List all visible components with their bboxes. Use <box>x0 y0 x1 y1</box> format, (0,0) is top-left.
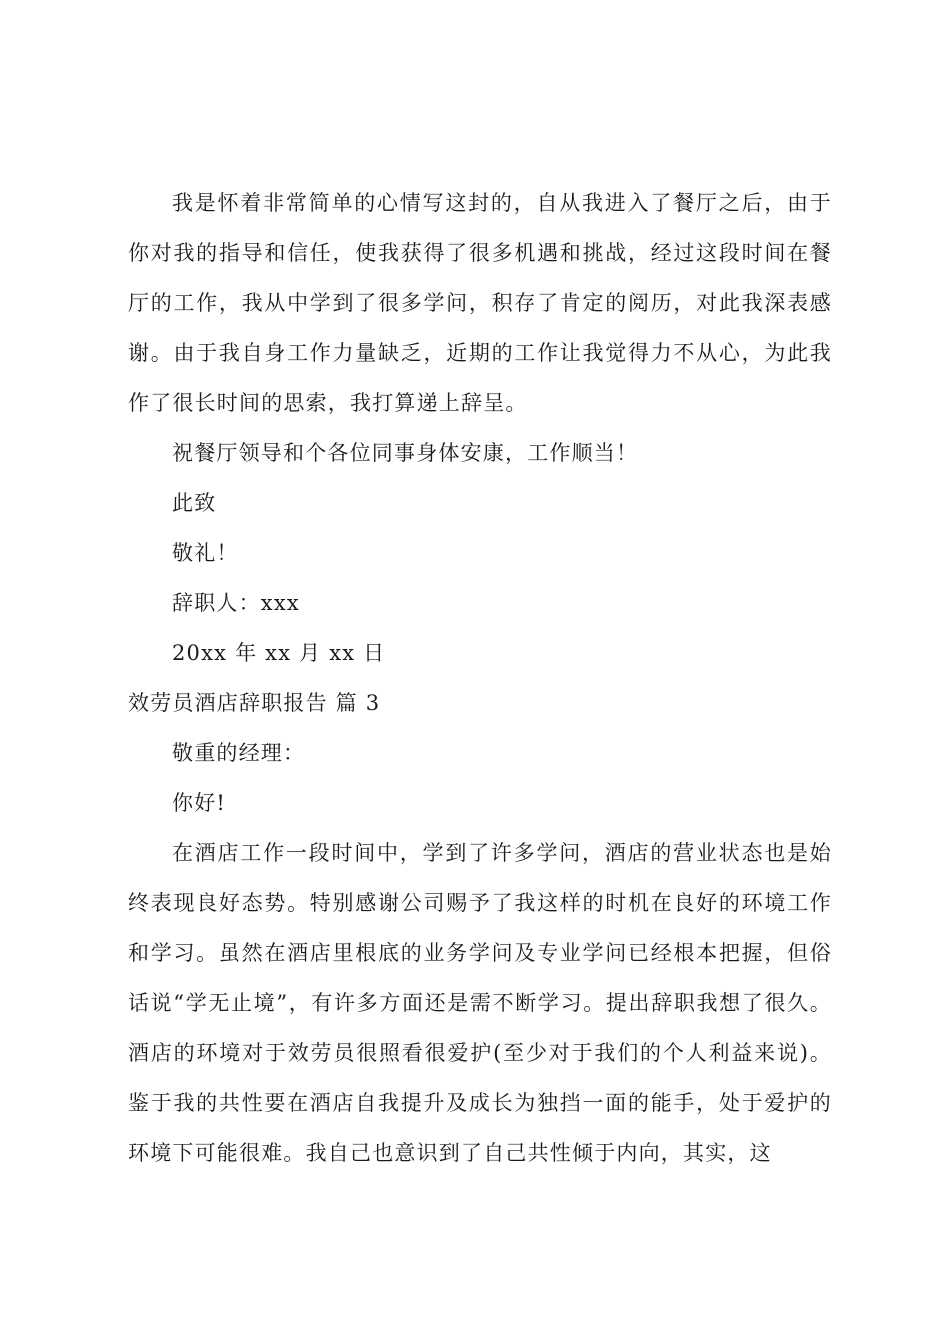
closing-line-2: 敬礼！ <box>172 541 239 565</box>
document-body <box>128 178 832 1178</box>
salutation-line: 敬重的经理： <box>172 741 306 765</box>
greeting-line: 你好! <box>172 791 227 815</box>
body-paragraph-2: 在酒店工作一段时间中，学到了许多学问，酒店的营业状态也是始终表现良好态势。特别感谢公司赐予了我这样的时机在良好的环境工作和学习。虽然在酒店里根底的业务学问及专业学问已经根本把握，但俗话说“学无止境”，有许多方面还是需不断学习。提出辞职我想了很久。酒店的环境对于效劳员很照看很爱护(至少对于我们的个人利益来说)。鉴于我的共性要在酒店自我提升及成长为独挡一面的能手，处于爱护的环境下可能很难。我自己也意识到了自己共性倾于内向，其实，这 <box>128 841 832 1165</box>
body-paragraph-1: 我是怀着非常简单的心情写这封的，自从我进入了餐厅之后，由于你对我的指导和信任，使我获得了很多机遇和挑战，经过这段时间在餐厅的工作，我从中学到了很多学问，积存了肯定的阅历，对此我深表感谢。由于我自身工作力量缺乏，近期的工作让我觉得力不从心，为此我作了很长时间的思索，我打算递上辞呈。 <box>128 191 832 415</box>
signer-line: 辞职人：xxx <box>172 591 300 615</box>
closing-line-1: 此致 <box>172 491 217 515</box>
section-title: 效劳员酒店辞职报告 篇 3 <box>128 691 381 715</box>
wishes-line: 祝餐厅领导和个各位同事身体安康，工作顺当！ <box>172 441 639 465</box>
date-line: 20xx 年 xx 月 xx 日 <box>172 641 386 665</box>
